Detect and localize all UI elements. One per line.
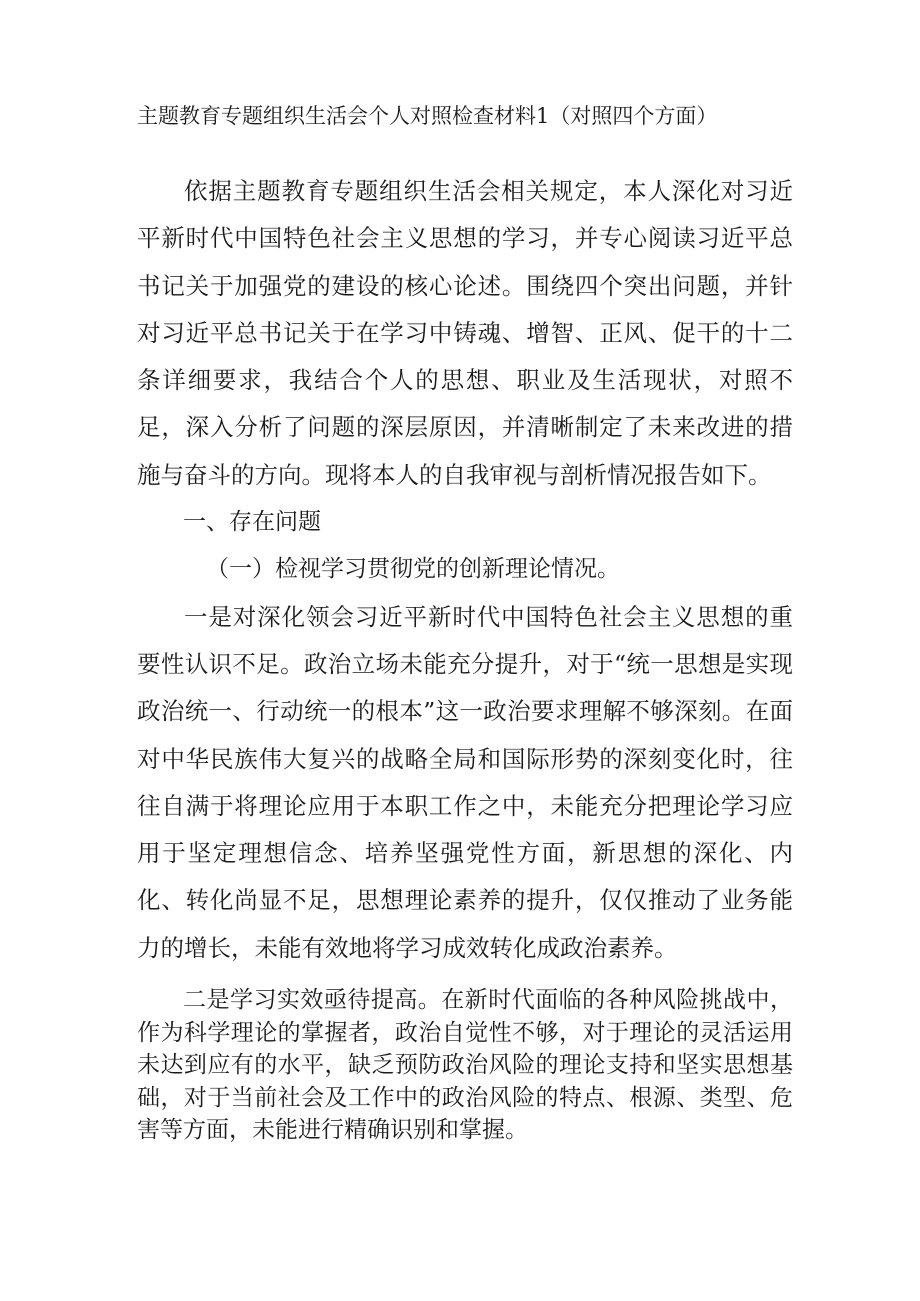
subsection-heading-theory-study: （一）检视学习贯彻党的创新理论情况。 bbox=[206, 556, 620, 583]
document-body bbox=[137, 168, 793, 1147]
section-heading-problems: 一、存在问题 bbox=[183, 509, 321, 536]
intro-paragraph: 依据主题教育专题组织生活会相关规定，本人深化对习近平新时代中国特色社会主义思想的学习，并专心阅读习近平总书记关于加强党的建设的核心论述。围绕四个突出问题，并针对习近平总书记关于在学习中铸魂、增智、正风、促干的十二条详细要求，我结合个人的思想、职业及生活现状，对照不足，深入分析了问题的深层原因，并清晰制定了未来改进的措施与奋斗的方向。现将本人的自我审视与剖析情况报告如下。 bbox=[137, 177, 793, 489]
point-two-paragraph: 二是学习实效亟待提高。在新时代面临的各种风险挑战中，作为科学理论的掌握者，政治自觉性不够，对于理论的灵活运用未达到应有的水平，缺乏预防政治风险的理论支持和坚实思想基础，对于当前社会及工作中的政治风险的特点、根源、类型、危害等方面，未能进行精确识别和掌握。 bbox=[137, 987, 793, 1144]
document-title: 主题教育专题组织生活会个人对照检查材料1（对照四个方面） bbox=[137, 104, 718, 128]
point-one-paragraph: 一是对深化领会习近平新时代中国特色社会主义思想的重要性认识不足。政治立场未能充分提升，对于“统一思想是实现政治统一、行动统一的根本”这一政治要求理解不够深刻。在面对中华民族伟大复兴的战略全局和国际形势的深刻变化时，往往自满于将理论应用于本职工作之中，未能充分把理论学习应用于坚定理想信念、培养坚强党性方面，新思想的深化、内化、转化尚显不足，思想理论素养的提升，仅仅推动了业务能力的增长，未能有效地将学习成效转化成政治素养。 bbox=[137, 602, 793, 962]
